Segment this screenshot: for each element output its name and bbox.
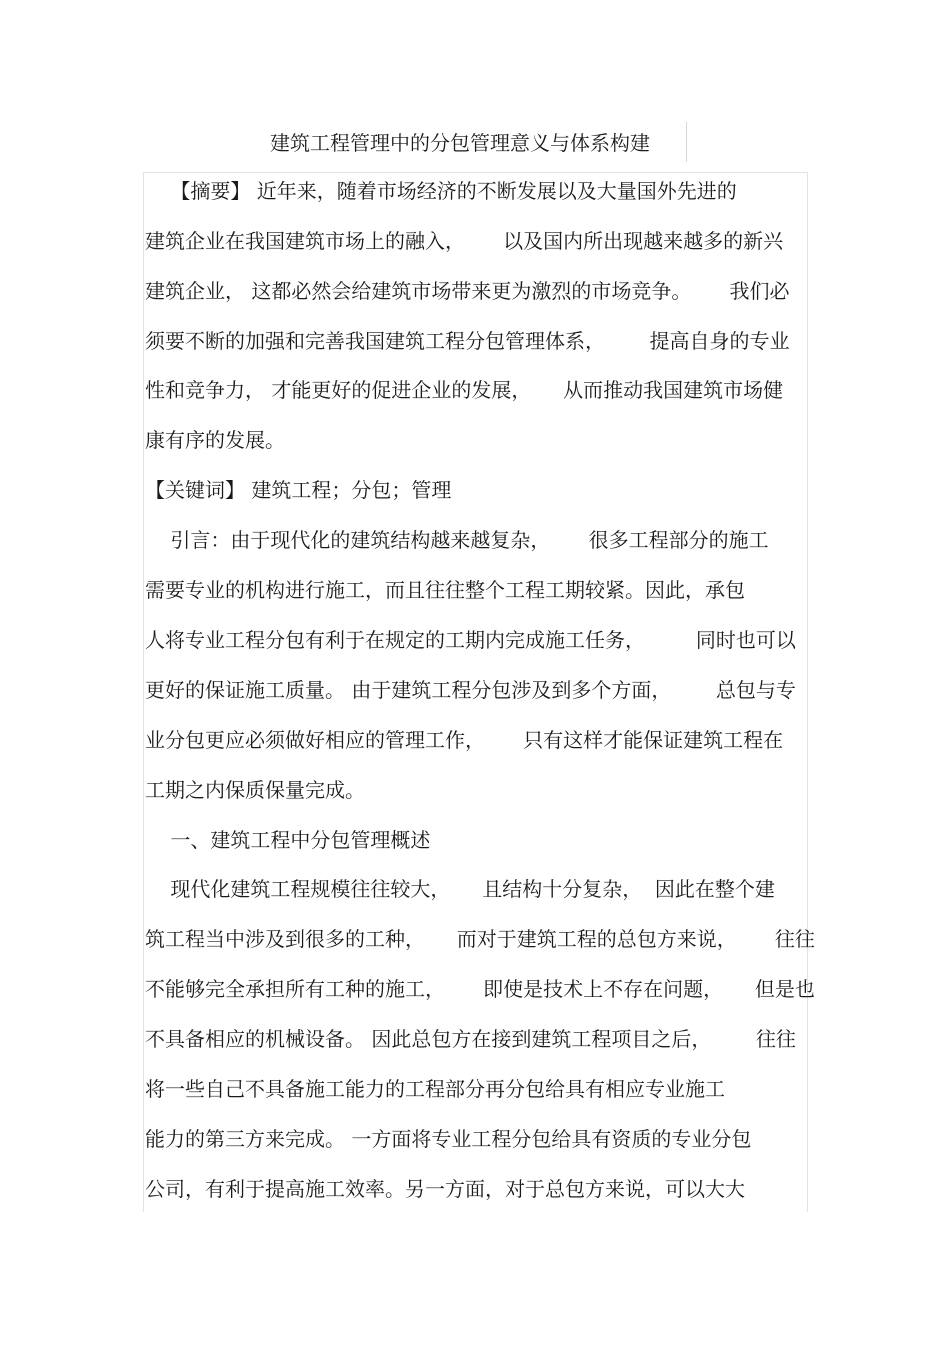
frame-right-rule — [807, 172, 808, 1212]
text-line: 须要不断的加强和完善我国建筑工程分包管理体系， 提高自身的专业 — [145, 329, 790, 353]
keywords-line: 【关键词】 建筑工程；分包；管理 — [145, 478, 452, 502]
frame-top-rule — [143, 172, 808, 173]
text-line: 建筑企业在我国建筑市场上的融入， 以及国内所出现越来越多的新兴 — [145, 229, 784, 253]
text-line: 业分包更应必须做好相应的管理工作， 只有这样才能保证建筑工程在 — [145, 728, 784, 752]
text-line: 不能够完全承担所有工种的施工， 即使是技术上不存在问题， 但是也 — [145, 977, 815, 1001]
frame-left-rule — [143, 172, 144, 1212]
text-line: 建筑企业， 这都必然会给建筑市场带来更为激烈的市场竞争。 我们必 — [145, 279, 790, 303]
text-line: 不具备相应的机械设备。 因此总包方在接到建筑工程项目之后， 往往 — [145, 1027, 796, 1051]
text-line: 公司，有利于提高施工效率。另一方面，对于总包方来说，可以大大 — [145, 1177, 745, 1201]
text-line: 【摘要】 近年来，随着市场经济的不断发展以及大量国外先进的 — [145, 179, 737, 203]
text-line: 引言：由于现代化的建筑结构越来越复杂， 很多工程部分的施工 — [145, 528, 769, 552]
text-line: 性和竞争力， 才能更好的促进企业的发展， 从而推动我国建筑市场健 — [145, 378, 784, 402]
text-line: 现代化建筑工程规模往往较大， 且结构十分复杂， 因此在整个建 — [145, 877, 775, 901]
text-line: 更好的保证施工质量。 由于建筑工程分包涉及到多个方面， 总包与专 — [145, 678, 796, 702]
text-line: 能力的第三方来完成。 一方面将专业工程分包给具有资质的专业分包 — [145, 1127, 752, 1151]
section-heading: 一、建筑工程中分包管理概述 — [145, 828, 431, 852]
text-line: 康有序的发展。 — [145, 428, 285, 452]
text-line: 将一些自己不具备施工能力的工程部分再分包给具有相应专业施工 — [145, 1077, 725, 1101]
text-line: 需要专业的机构进行施工，而且往往整个工程工期较紧。因此，承包 — [145, 578, 745, 602]
text-line: 工期之内保质保量完成。 — [145, 778, 365, 802]
document-title: 建筑工程管理中的分包管理意义与体系构建 — [270, 131, 650, 155]
text-line: 人将专业工程分包有利于在规定的工期内完成施工任务， 同时也可以 — [145, 628, 796, 652]
text-line: 筑工程当中涉及到很多的工种， 而对于建筑工程的总包方来说， 往往 — [145, 927, 815, 951]
